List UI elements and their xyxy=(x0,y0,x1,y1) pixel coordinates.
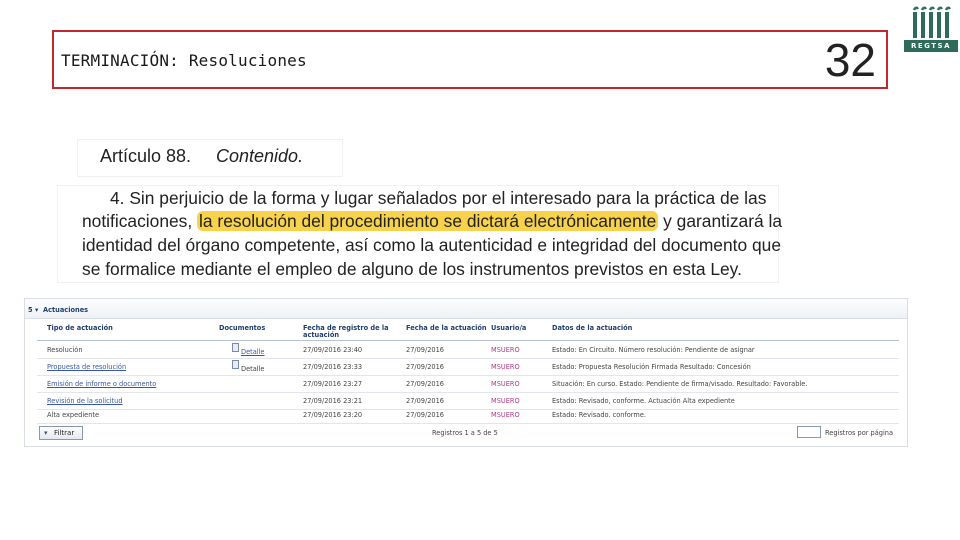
table-row xyxy=(37,407,899,424)
slide-title-box xyxy=(52,30,888,89)
regtsa-logo xyxy=(904,2,958,52)
row-usuario: MSUERO xyxy=(491,363,520,371)
filter-button[interactable] xyxy=(39,426,83,440)
col-usuario[interactable]: Usuario/a xyxy=(491,324,527,332)
article-line-2 xyxy=(82,209,782,233)
row-datos: Estado: En Circuito. Número resolución: Pendiente de asignar xyxy=(552,346,755,354)
detalle-link[interactable]: Detalle xyxy=(241,348,265,356)
document-icon[interactable] xyxy=(232,343,239,352)
per-page-select[interactable] xyxy=(797,426,821,438)
document-icon[interactable] xyxy=(232,360,239,369)
row-usuario: MSUERO xyxy=(491,346,520,354)
row-tipo-link[interactable]: Propuesta de resolución xyxy=(47,363,127,371)
table-row xyxy=(37,359,899,376)
row-fecha-actuacion: 27/09/2016 xyxy=(406,411,445,419)
per-page-label: Registros por página xyxy=(825,429,894,437)
row-tipo: Resolución xyxy=(47,346,83,354)
detalle-link[interactable]: Detalle xyxy=(241,365,265,373)
row-datos: Estado: Revisado, conforme. Actuación Alta expediente xyxy=(552,397,735,405)
row-fecha-actuacion: 27/09/2016 xyxy=(406,380,445,388)
collapse-arrow-icon[interactable]: ▾ xyxy=(35,306,39,314)
slide-number: 32 xyxy=(824,34,876,86)
filter-label: Filtrar xyxy=(54,429,75,437)
article-line-4: se formalice mediante el empleo de alguno de los instrumentos previstos en esta Ley. xyxy=(82,259,742,279)
row-tipo-link[interactable]: Emisión de informe o documento xyxy=(47,380,157,388)
table-pager xyxy=(25,423,907,445)
article-heading-box xyxy=(78,140,342,176)
article-heading-subtitle: Contenido. xyxy=(216,146,304,166)
logo-text: REGTSA xyxy=(904,40,958,52)
article-line-3: identidad del órgano competente, así como la autenticidad e integridad del documento que xyxy=(82,235,782,255)
row-fecha-registro: 27/09/2016 23:27 xyxy=(303,380,363,388)
records-count: Registros 1 a 5 de 5 xyxy=(432,429,498,437)
columns-logo-icon xyxy=(904,2,958,40)
row-datos: Estado: Revisado. conforme. xyxy=(552,411,646,419)
row-tipo: Alta expediente xyxy=(47,411,100,419)
row-fecha-registro: 27/09/2016 23:40 xyxy=(303,346,363,354)
row-usuario: MSUERO xyxy=(491,411,520,419)
row-tipo-link[interactable]: Revisión de la solicitud xyxy=(47,397,123,405)
article-line-2-start: notificaciones, xyxy=(82,211,198,231)
col-tipo[interactable]: Tipo de actuación xyxy=(47,324,113,332)
row-fecha-registro: 27/09/2016 23:33 xyxy=(303,363,363,371)
article-heading: Artículo 88. xyxy=(100,146,192,166)
article-line-1: 4. Sin perjuicio de la forma y lugar señalados por el interesado para la práctica de las xyxy=(110,188,767,208)
row-fecha-registro: 27/09/2016 23:20 xyxy=(303,411,363,419)
table-row xyxy=(37,342,899,359)
filter-icon: ▾ xyxy=(44,429,48,437)
actuaciones-panel xyxy=(24,298,908,447)
row-datos: Situación: En curso. Estado: Pendiente de firma/visado. Resultado: Favorable. xyxy=(552,380,808,388)
slide-title: TERMINACIÓN: Resoluciones xyxy=(61,51,307,70)
row-usuario: MSUERO xyxy=(491,380,520,388)
row-fecha-actuacion: 27/09/2016 xyxy=(406,363,445,371)
col-documentos[interactable]: Documentos xyxy=(219,324,266,332)
row-fecha-registro: 27/09/2016 23:21 xyxy=(303,397,363,405)
row-usuario: MSUERO xyxy=(491,397,520,405)
row-datos: Estado: Propuesta Resolución Firmada Resultado: Concesión xyxy=(552,363,751,371)
row-fecha-actuacion: 27/09/2016 xyxy=(406,397,445,405)
col-fecha-registro[interactable]: Fecha de registro de la actuación xyxy=(303,324,389,339)
highlighted-text: la resolución del procedimiento se dictará electrónicamente xyxy=(199,211,657,231)
article-line-2-end: y garantizará la xyxy=(658,211,783,231)
panel-title: Actuaciones xyxy=(43,306,89,314)
row-fecha-actuacion: 27/09/2016 xyxy=(406,346,445,354)
article-body xyxy=(58,186,783,282)
col-datos[interactable]: Datos de la actuación xyxy=(552,324,633,332)
panel-number: 5 xyxy=(28,306,33,314)
col-fecha-actuacion[interactable]: Fecha de la actuación xyxy=(406,324,487,332)
table-row xyxy=(37,376,899,393)
table-header xyxy=(37,323,899,341)
panel-header[interactable] xyxy=(25,299,907,319)
